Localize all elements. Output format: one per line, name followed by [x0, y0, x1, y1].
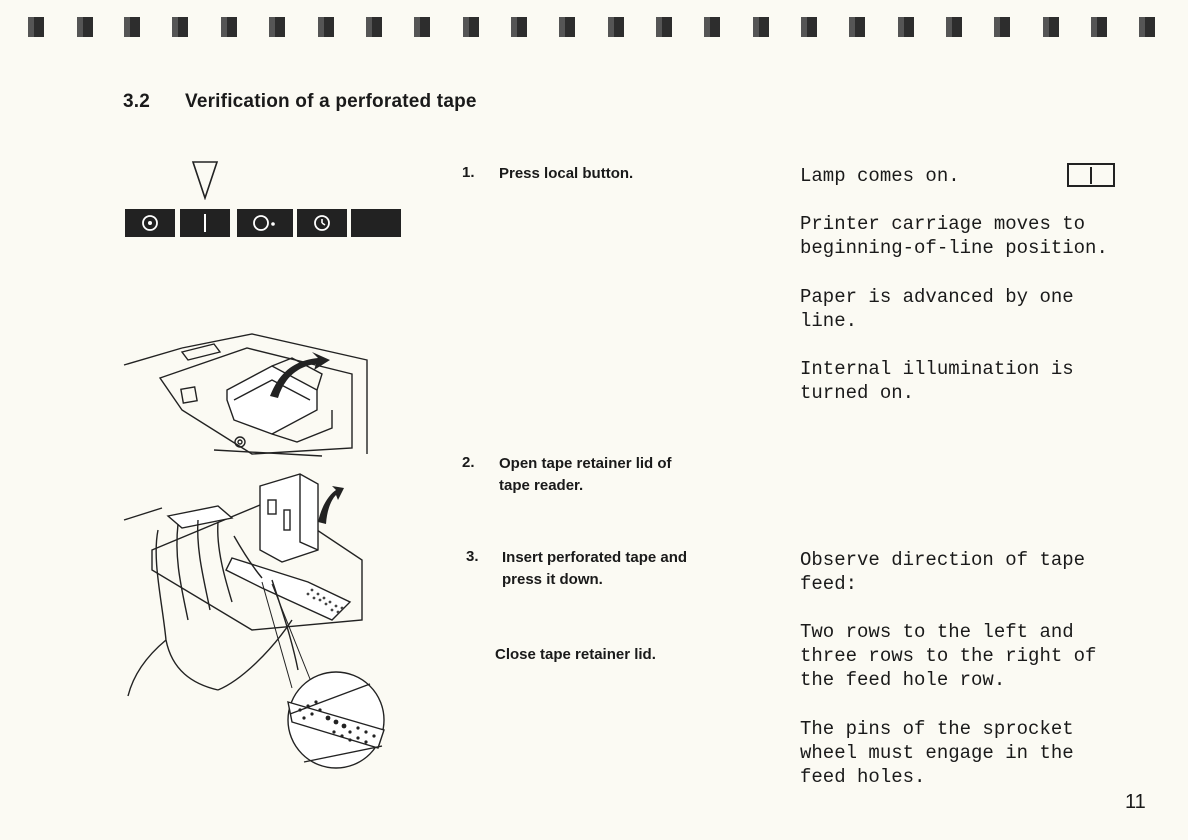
binding-hole — [172, 17, 188, 37]
panel-key-local[interactable] — [125, 209, 175, 237]
circle-dot-icon — [140, 213, 160, 233]
result-text: Printer carriage moves to beginning-of-line position. — [800, 213, 1108, 259]
result-text: Two rows to the left and three rows to the right of the feed hole row. — [800, 621, 1097, 691]
binding-hole — [269, 17, 285, 37]
binding-hole — [994, 17, 1010, 37]
tape-reader-lid-illustration — [122, 330, 372, 458]
binding-hole — [318, 17, 334, 37]
binding-hole — [1043, 17, 1059, 37]
binding-hole — [124, 17, 140, 37]
control-panel — [125, 209, 401, 237]
step-text: Press local button. — [499, 165, 634, 182]
binding-hole — [801, 17, 817, 37]
result-text: The pins of the sprocket wheel must engage in the feed holes. — [800, 718, 1074, 788]
page-number: 11 — [1125, 791, 1146, 813]
binding-hole — [221, 17, 237, 37]
triangle-down-icon — [191, 160, 219, 200]
result-text: Observe direction of tape feed: — [800, 549, 1086, 595]
binding-hole — [849, 17, 865, 37]
binding-hole — [608, 17, 624, 37]
section-title: Verification of a perforated tape — [185, 91, 477, 112]
step-text: Insert perforated tape and press it down. — [502, 549, 688, 588]
binding-hole — [414, 17, 430, 37]
circle-clock-icon — [312, 213, 332, 233]
section-heading — [123, 91, 477, 113]
binding-hole — [704, 17, 720, 37]
binding-hole — [656, 17, 672, 37]
result-text: Lamp comes on. — [800, 165, 960, 187]
step-number: 2. — [462, 454, 475, 471]
panel-key-power[interactable] — [180, 209, 230, 237]
binding-hole — [28, 17, 44, 37]
binding-hole — [1091, 17, 1107, 37]
panel-key-clock[interactable] — [297, 209, 347, 237]
binding-hole — [559, 17, 575, 37]
vertical-bar-icon — [202, 213, 208, 233]
step-number: 3. — [466, 548, 479, 565]
section-number: 3.2 — [123, 91, 151, 112]
binding-hole — [1139, 17, 1155, 37]
panel-key-line[interactable] — [237, 209, 293, 237]
step-text: Open tape retainer lid of tape reader. — [499, 455, 672, 494]
result-text: Paper is advanced by one line. — [800, 286, 1074, 332]
result-text: Internal illumination is turned on. — [800, 358, 1074, 404]
binding-hole — [753, 17, 769, 37]
binding-hole — [463, 17, 479, 37]
binding-holes — [0, 17, 1188, 37]
binding-hole — [77, 17, 93, 37]
step-number: 1. — [462, 164, 475, 181]
circle-dot-right-icon — [250, 213, 280, 233]
binding-hole — [366, 17, 382, 37]
panel-key-blank[interactable] — [351, 209, 401, 237]
binding-hole — [898, 17, 914, 37]
binding-hole — [946, 17, 962, 37]
step-text: Close tape retainer lid. — [495, 646, 656, 663]
binding-hole — [511, 17, 527, 37]
lamp-indicator-icon — [1067, 163, 1115, 187]
tape-insertion-illustration — [122, 470, 392, 775]
